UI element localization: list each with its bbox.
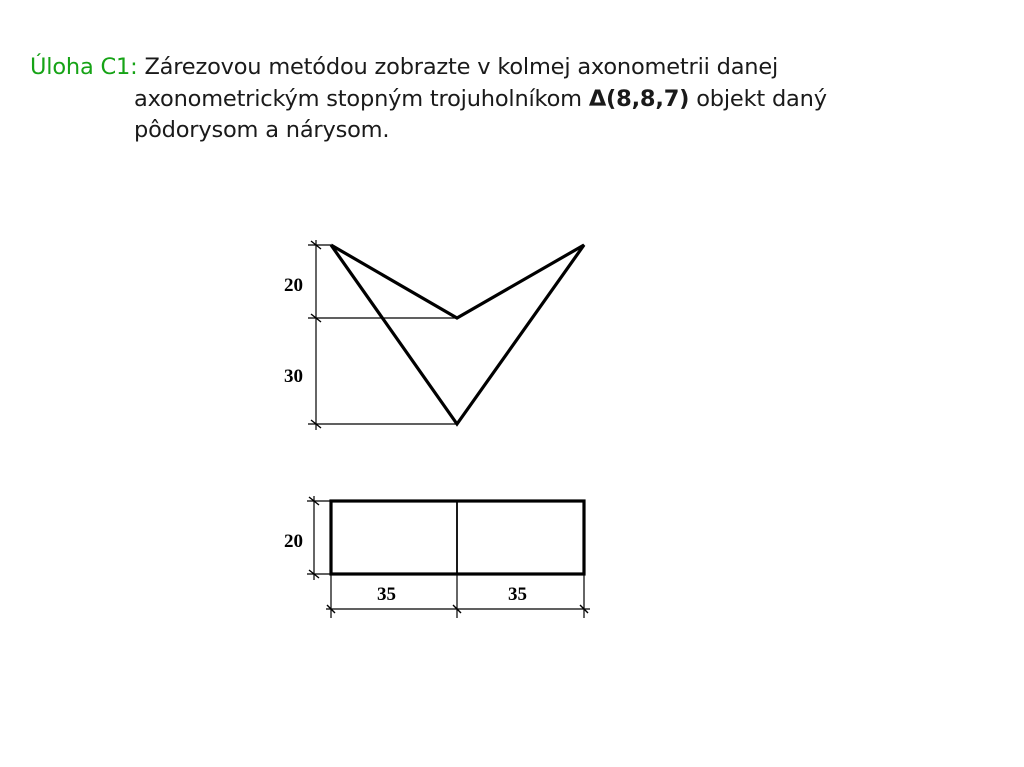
elevation-view [307,496,590,618]
elevation-width-label: 35 [508,584,527,605]
task-line-3: pôdorysom a nárysom. [134,117,390,143]
task-line-2-text: axonometrickým stopným trojuholníkom [134,85,589,112]
task-label: Úloha C1: [30,54,138,80]
plan-dim-label: 30 [284,366,303,387]
task-line-2-end: objekt daný [689,85,827,112]
triangle-parameters: Δ(8,8,7) [588,85,690,112]
task-line-1-text: Zárezovou metódou zobrazte v kolmej axonometrii danej [137,54,779,80]
plan-dim-label: 20 [284,275,303,296]
elevation-height-label: 20 [284,531,303,552]
plan-outline [331,245,584,424]
plan-view [308,240,584,430]
elevation-width-label: 35 [377,584,396,605]
